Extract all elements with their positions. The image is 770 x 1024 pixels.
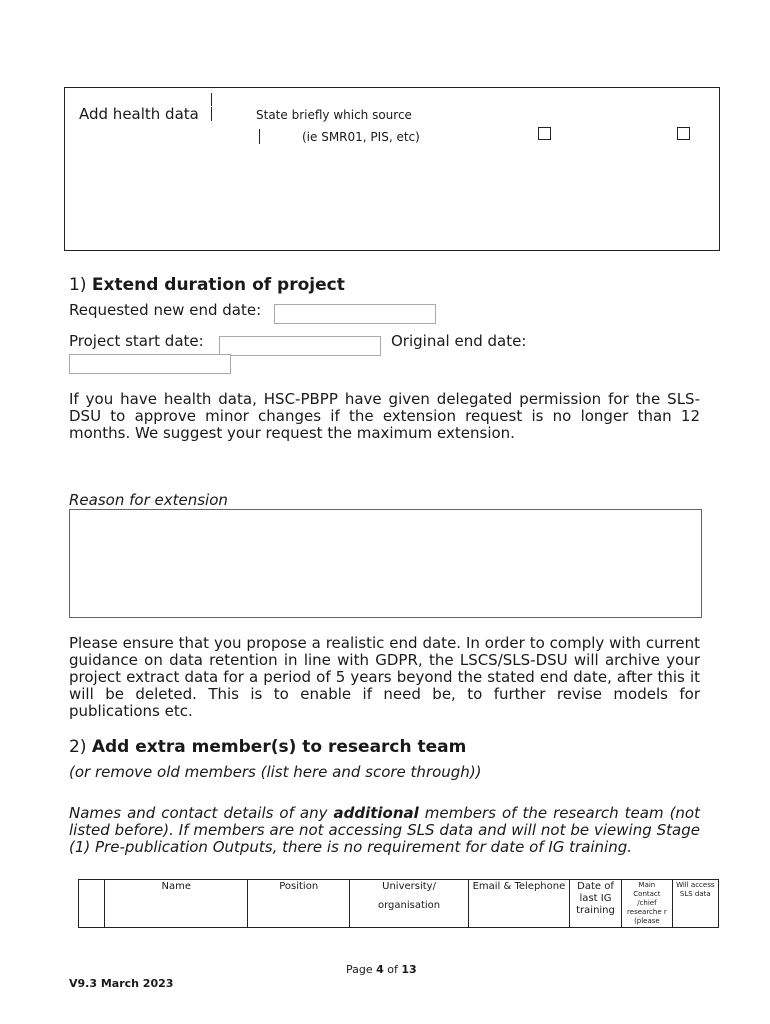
data-retention-paragraph: Please ensure that you propose a realistic end date. In order to comply with current guidance on data retention in line with GDPR, the LSCS/SLS-DSU will archive your project extract data for a period of 5 years beyond the stated end date, after this it will be deleted. This is to enable if need be, to further revise models for publications etc. bbox=[69, 634, 700, 720]
page-current: 4 bbox=[376, 963, 384, 976]
delegated-permission-paragraph: If you have health data, HSC-PBPP have given delegated permission for the SLS-DSU to approve minor changes if the extension request is no longer than 12 months. We suggest your request the maximum extension. bbox=[69, 390, 700, 442]
label-divider-bottom bbox=[211, 107, 212, 121]
university-column-header bbox=[350, 880, 469, 928]
main-contact-column-header: Main Contact /chief researche r (please bbox=[622, 880, 672, 928]
page-number bbox=[346, 963, 417, 977]
reason-for-extension-textbox[interactable] bbox=[69, 509, 702, 618]
health-checkbox-2[interactable] bbox=[677, 127, 690, 140]
intro-after: members of the research team (not listed before). If members are not accessing SLS data and will not be viewing Stage (1) Pre-publication Outputs, there is no requirement for date of IG training. bbox=[69, 804, 700, 856]
section-1-heading bbox=[69, 275, 345, 295]
section-2-heading bbox=[69, 737, 466, 757]
research-team-table bbox=[78, 879, 719, 928]
project-start-date-field[interactable] bbox=[219, 336, 381, 356]
original-end-date-field[interactable] bbox=[69, 354, 231, 374]
section-2-number: 2) bbox=[69, 737, 87, 757]
section-2-title: Add extra member(s) to research team bbox=[91, 737, 467, 757]
name-column-header: Name bbox=[105, 880, 248, 928]
email-column-header: Email & Telephone bbox=[469, 880, 570, 928]
intro-bold: additional bbox=[333, 804, 419, 822]
original-end-date-label: Original end date: bbox=[391, 332, 527, 350]
section-1-title: Extend duration of project bbox=[91, 275, 345, 295]
table-header-row bbox=[79, 880, 719, 928]
will-access-column-header: Will access SLS data bbox=[672, 880, 718, 928]
page-total: 13 bbox=[401, 963, 417, 976]
intro-before: Names and contact details of any bbox=[69, 804, 334, 822]
document-version: V9.3 March 2023 bbox=[69, 977, 174, 990]
university-header-line-2: organisation bbox=[377, 900, 441, 911]
section-2-subtitle: (or remove old members (list here and score through)) bbox=[69, 763, 482, 781]
additional-members-paragraph bbox=[69, 805, 700, 856]
project-start-date-label: Project start date: bbox=[69, 332, 204, 350]
label-divider-top bbox=[211, 93, 212, 106]
source-prompt: State briefly which source bbox=[256, 108, 412, 122]
add-health-data-label: Add health data bbox=[79, 105, 199, 123]
new-end-date-label: Requested new end date: bbox=[69, 301, 262, 319]
page-prefix: Page bbox=[346, 963, 377, 976]
section-1-number: 1) bbox=[69, 275, 87, 295]
source-example: (ie SMR01, PIS, etc) bbox=[302, 130, 420, 144]
source-text-cursor[interactable] bbox=[259, 129, 260, 144]
position-column-header: Position bbox=[248, 880, 350, 928]
health-checkbox-1[interactable] bbox=[538, 127, 551, 140]
ig-training-column-header: Date of last IG training bbox=[569, 880, 621, 928]
reason-for-extension-label: Reason for extension bbox=[69, 491, 228, 509]
row-number-header bbox=[79, 880, 105, 928]
university-header-line-1: University/ bbox=[382, 881, 436, 892]
page-of: of bbox=[383, 963, 402, 976]
new-end-date-field[interactable] bbox=[274, 304, 436, 324]
